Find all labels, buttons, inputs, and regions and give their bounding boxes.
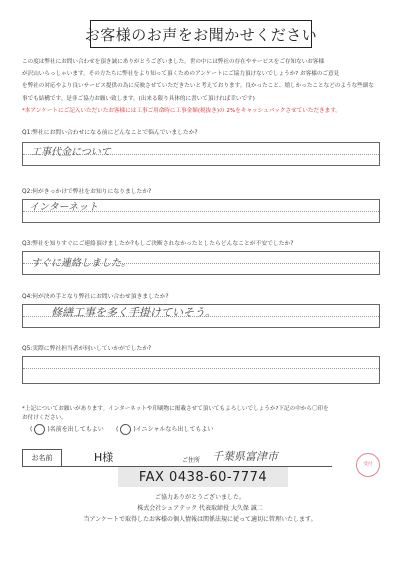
question-3-answer: すぐに連絡しました。	[31, 258, 131, 269]
question-2-label: Q2:何がきっかけで弊社をお知りになりましたか?	[22, 189, 152, 195]
option-name-circle[interactable]	[34, 424, 45, 435]
name-row	[22, 449, 332, 469]
question-4-answer-box[interactable]	[22, 304, 380, 328]
received-stamp: 受付	[356, 453, 380, 477]
permission-note: *上記についてお願いがあります。インターネットや印刷物に掲載させて頂いてもよろしいでしょうか?下記の中から〇印を	[22, 406, 329, 412]
question-3-answer-box[interactable]	[22, 251, 380, 275]
question-1-label: Q1:弊社にお問い合わせになる前にどんなことで悩んでいましたか?	[22, 130, 198, 136]
privacy-text: 当アンケートで取得したお客様の個人情報は関係法規に従って適切に管理いたします。	[83, 516, 317, 523]
intro-text	[22, 56, 382, 117]
question-1-answer-box[interactable]	[22, 142, 380, 166]
question-5-label: Q5:実際に弊社担当者が伺いしていかがでしたか?	[22, 346, 152, 352]
option-initial-circle[interactable]	[120, 424, 131, 435]
intro-line: 事でも結構です。是非ご協力お願い致します。(出来る限り具体的に書いて頂ければ幸いです)	[22, 95, 255, 102]
name-label: お名前	[22, 449, 62, 467]
thanks-text: ご協力ありがとうございました。	[154, 494, 245, 501]
option-initial-ok[interactable]: ( )イニシャルなら出してもよい	[116, 426, 214, 433]
question-4-answer: 修繕工事を多く手掛けていそう。	[51, 306, 216, 319]
intro-line: を弊社の対応やより良いサービス提供の為に反映させていただきたいと考えております。良かったこと、嬉しかったことなどのような些細な	[22, 83, 374, 90]
question-3-label: Q3:弊社を知りすぐにご連絡頂けましたか?もしご決断されなかったとしたらどんなことが不安でしたか?	[22, 241, 294, 247]
company-text: 株式会社シェアテック 代表取締役 大久保 誠二	[137, 505, 263, 512]
question-1-answer: 工事代金について	[31, 147, 111, 158]
cashback-note: *本アンケートにご記入いただいたお客様には工事ご用命時に工事金額(税抜き)の 2%をキャッシュバックさせていただきます。	[22, 107, 341, 114]
name-value[interactable]: H様	[94, 451, 114, 464]
intro-line: この度は弊社にお問い合わせを頂き誠にありがとうございました。世の中には弊社の存在やサービスをご存知ないお客様	[22, 59, 325, 65]
page-title: お客様のお声をお聞かせください	[90, 20, 312, 48]
question-5-answer-box[interactable]	[22, 356, 380, 384]
question-2-answer: インターネット	[29, 202, 99, 213]
address-label: ご住所	[182, 457, 201, 464]
option-name-label: 名前を出してもよい	[49, 426, 104, 433]
address-value[interactable]: 千葉県富津市	[212, 450, 278, 463]
fax-number: FAX 0438-60-7774	[118, 467, 288, 487]
question-2-answer-box[interactable]	[22, 199, 380, 223]
permission-note-2: お付けください。	[22, 415, 67, 421]
option-name-ok[interactable]: ( )名前を出してもよい	[30, 426, 104, 433]
intro-line: が沢山いらっしゃいます。その方たちに弊社をより知って頂くためのアンケートにご協力頂けないでしょうか? お客様のご意見	[22, 71, 340, 78]
question-4-label: Q4:何が決め手となり弊社にお問い合わせ頂きましたか?	[22, 294, 169, 300]
option-initial-label: イニシャルなら出してもよい	[135, 426, 214, 433]
